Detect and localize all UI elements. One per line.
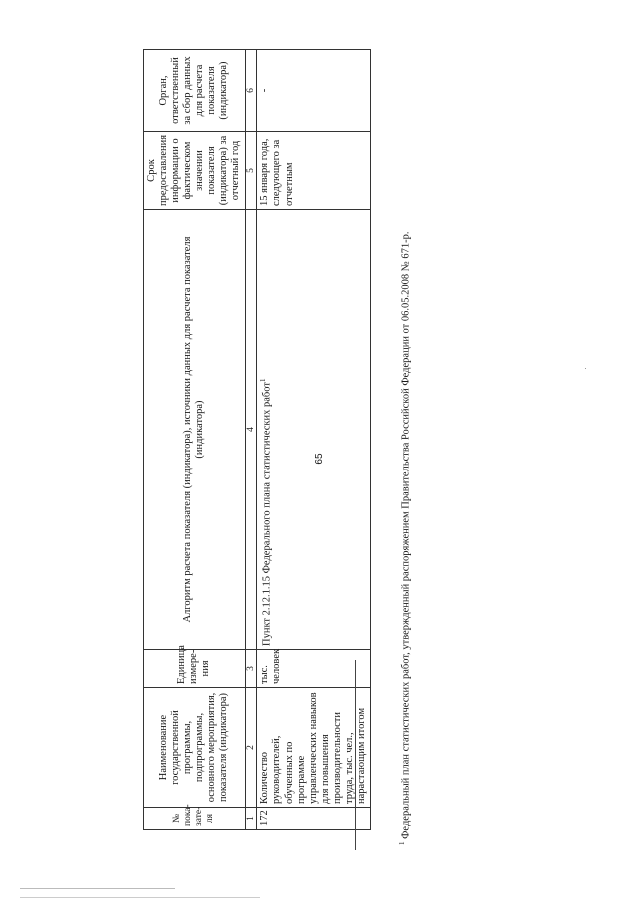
row-unit: тыс. человек — [257, 650, 371, 688]
footnote-separator — [355, 660, 356, 850]
row-algorithm-text: Пункт 2.12.1.15 Федерального плана статистических работ — [261, 382, 273, 646]
column-number-row — [245, 50, 257, 830]
header-indicator-number: № пока-зате-ля — [144, 808, 246, 830]
footnote-mark: 1 — [398, 841, 406, 845]
indicator-table-rotated — [143, 50, 367, 830]
row-deadline: 15 января года, следующего за отчетным — [257, 132, 371, 210]
column-number: 1 — [245, 808, 257, 830]
table-row — [257, 50, 371, 830]
footnote-reference: 1 — [259, 378, 268, 383]
page-number: 65 — [314, 453, 325, 465]
row-algorithm — [257, 210, 371, 650]
column-number: 4 — [245, 210, 257, 650]
indicator-table — [143, 49, 371, 830]
header-responsible: Орган, ответственный за сбор данных для расчета показателя (индикатора) — [144, 50, 246, 132]
header-algorithm: Алгоритм расчета показателя (индикатора), источники данных для расчета показателя (индикатора) — [144, 210, 246, 650]
header-name: Наименование государственной программы, подпрограммы, основного мероприятия, показателя (индикатора) — [144, 688, 246, 808]
row-indicator-name: Количество руководителей, обученных по программе управленческих навыков для повышения производительности труда, тыс. чел., нарастающим итогом — [257, 688, 371, 808]
column-number: 2 — [245, 688, 257, 808]
scan-speck — [585, 368, 586, 369]
row-number: 172 — [257, 808, 371, 830]
column-number: 3 — [245, 650, 257, 688]
scan-edge-line — [20, 897, 260, 898]
header-unit: Единица измере-ния — [144, 650, 246, 688]
header-deadline: Срок предоставления информации о фактическом значении показателя (индикатора) за отчетный год — [144, 132, 246, 210]
row-responsible: - — [257, 50, 371, 132]
footnote-text: Федеральный план статистических работ, утвержденный распоряжением Правительства Российской Федерации от 06.05.2008 № 671-р. — [400, 231, 412, 839]
scan-edge-line — [20, 888, 175, 889]
footnote — [398, 145, 414, 845]
column-number: 6 — [245, 50, 257, 132]
table-header-row — [144, 50, 246, 830]
column-number: 5 — [245, 132, 257, 210]
